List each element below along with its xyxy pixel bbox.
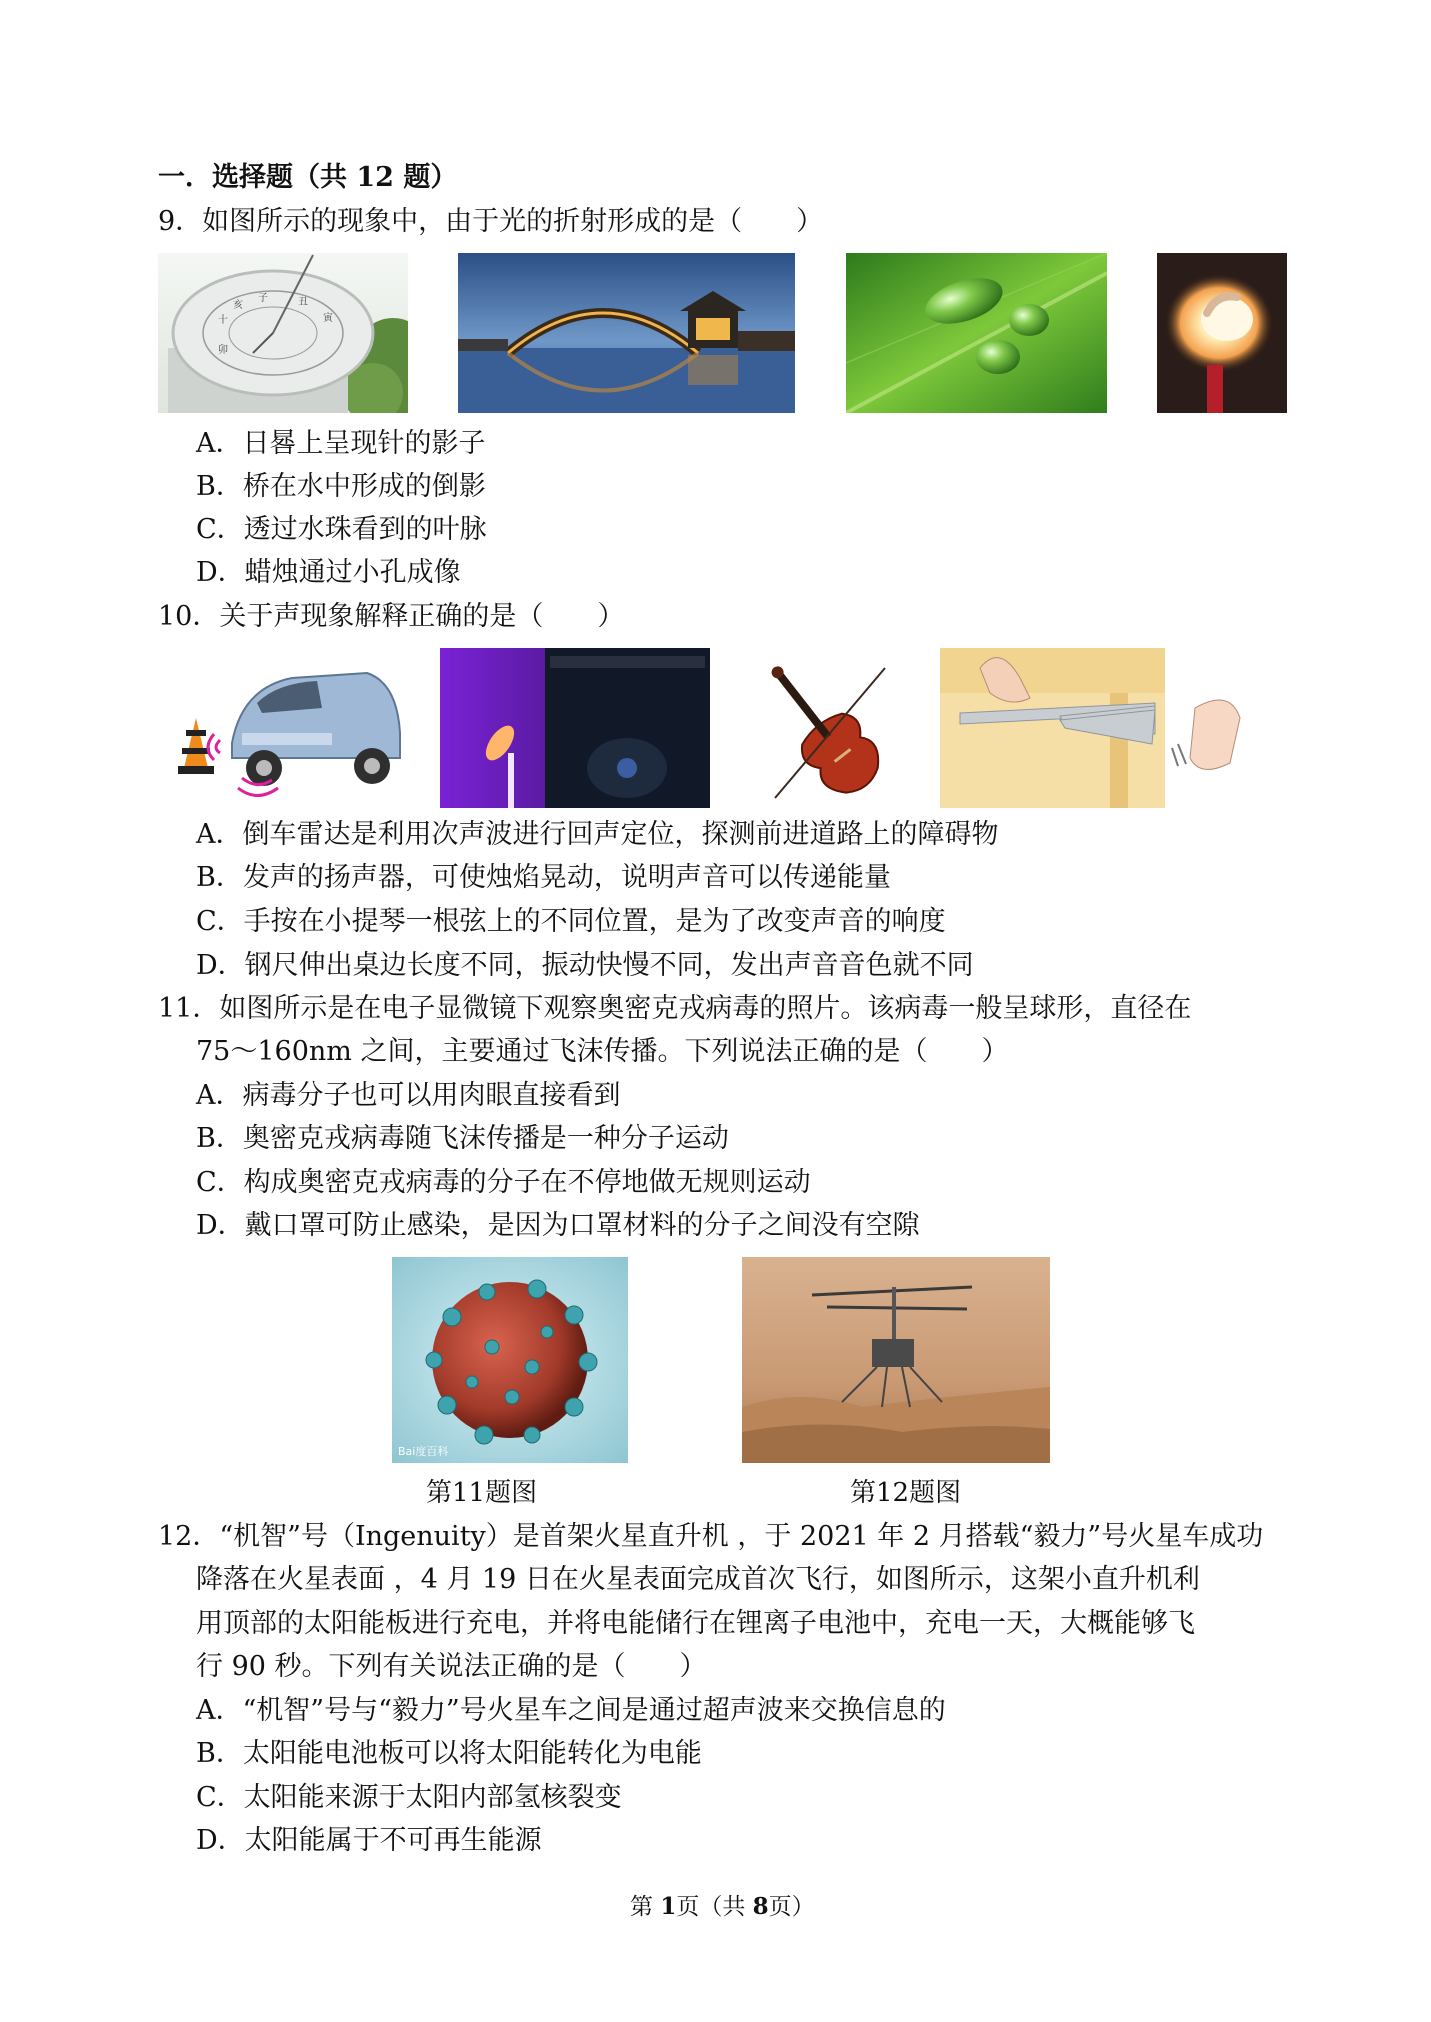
question-11-option-c: C．构成奥密克戎病毒的分子在不停地做无规则运动 bbox=[196, 1167, 811, 1198]
question-12-stem-line-1: 12．“机智”号（Ingenuity）是首架火星直升机 ，于 2021 年 2 月搭载“毅力”号火星车成功 bbox=[158, 1521, 1264, 1552]
omicron-virus-image bbox=[392, 1257, 628, 1463]
question-10-option-a: A．倒车雷达是利用次声波进行回声定位，探测前进道路上的障碍物 bbox=[196, 819, 999, 850]
footer-total-pages: 8 bbox=[752, 1893, 769, 1920]
watermark-text: Bai度百科 bbox=[398, 1445, 449, 1458]
question-9-option-b: B．桥在水中形成的倒影 bbox=[196, 471, 486, 502]
figure-12-caption: 第12题图 bbox=[850, 1478, 962, 1508]
question-11-stem-line-1: 11．如图所示是在电子显微镜下观察奥密克戎病毒的照片。该病毒一般呈球形，直径在 bbox=[158, 993, 1192, 1024]
svg-text:十: 十 bbox=[218, 315, 228, 326]
footer-mid: 页（共 bbox=[676, 1894, 753, 1920]
sundial-image bbox=[158, 253, 408, 413]
question-10-option-d: D．钢尺伸出桌边长度不同，振动快慢不同，发出声音音色就不同 bbox=[196, 950, 974, 981]
question-11-option-a: A．病毒分子也可以用肉眼直接看到 bbox=[196, 1080, 621, 1111]
question-12-stem-line-4: 行 90 秒。下列有关说法正确的是（ ） bbox=[196, 1651, 707, 1682]
page-footer bbox=[630, 1888, 815, 1921]
question-12-option-a: A．“机智”号与“毅力”号火星车之间是通过超声波来交换信息的 bbox=[196, 1695, 946, 1726]
footer-prefix: 第 bbox=[630, 1894, 661, 1920]
bridge-reflection-image bbox=[458, 253, 795, 413]
question-10-option-c: C．手按在小提琴一根弦上的不同位置，是为了改变声音的响度 bbox=[196, 906, 946, 937]
question-12-stem-line-3: 用顶部的太阳能板进行充电，并将电能储行在锂离子电池中，充电一天，大概能够飞 bbox=[196, 1608, 1195, 1639]
svg-text:寅: 寅 bbox=[323, 313, 333, 324]
candle-pinhole-image bbox=[1157, 253, 1287, 413]
question-10-stem: 10．关于声现象解释正确的是（ ） bbox=[158, 601, 625, 632]
water-drops-leaf-image bbox=[846, 253, 1107, 413]
question-11-option-b: B．奥密克戎病毒随飞沫传播是一种分子运动 bbox=[196, 1123, 729, 1154]
question-11-stem-line-2: 75～160nm 之间，主要通过飞沫传播。下列说法正确的是（ ） bbox=[196, 1036, 1009, 1067]
question-10-option-b: B．发声的扬声器，可使烛焰晃动，说明声音可以传递能量 bbox=[196, 862, 891, 893]
question-11-option-d: D．戴口罩可防止感染，是因为口罩材料的分子之间没有空隙 bbox=[196, 1210, 920, 1241]
ruler-vibration-image bbox=[940, 648, 1250, 808]
question-12-stem-line-2: 降落在火星表面 ，4 月 19 日在火星表面完成首次飞行，如图所示，这架小直升机利 bbox=[196, 1564, 1200, 1595]
svg-text:卯: 卯 bbox=[218, 345, 228, 356]
question-9-option-d: D．蜡烛通过小孔成像 bbox=[196, 557, 461, 588]
question-9-option-a: A．日晷上呈现针的影子 bbox=[196, 428, 486, 459]
question-9-option-c: C．透过水珠看到的叶脉 bbox=[196, 514, 487, 545]
section-title: 一．选择题（共 12 题） bbox=[158, 162, 458, 193]
question-12-option-b: B．太阳能电池板可以将太阳能转化为电能 bbox=[196, 1738, 702, 1769]
ingenuity-helicopter-image bbox=[742, 1257, 1050, 1463]
car-reversing-radar-image bbox=[172, 648, 402, 808]
footer-page-number: 1 bbox=[660, 1893, 677, 1920]
footer-suffix: 页） bbox=[768, 1894, 815, 1920]
question-12-option-d: D．太阳能属于不可再生能源 bbox=[196, 1825, 542, 1856]
figure-11-caption: 第11题图 bbox=[426, 1478, 538, 1508]
svg-text:丑: 丑 bbox=[298, 297, 308, 308]
violin-image bbox=[745, 648, 905, 808]
svg-text:子: 子 bbox=[258, 293, 268, 304]
speaker-candle-image bbox=[440, 648, 710, 808]
question-12-option-c: C．太阳能来源于太阳内部氢核裂变 bbox=[196, 1782, 622, 1813]
svg-text:亥: 亥 bbox=[233, 300, 243, 311]
question-9-stem: 9．如图所示的现象中，由于光的折射形成的是（ ） bbox=[158, 206, 824, 237]
